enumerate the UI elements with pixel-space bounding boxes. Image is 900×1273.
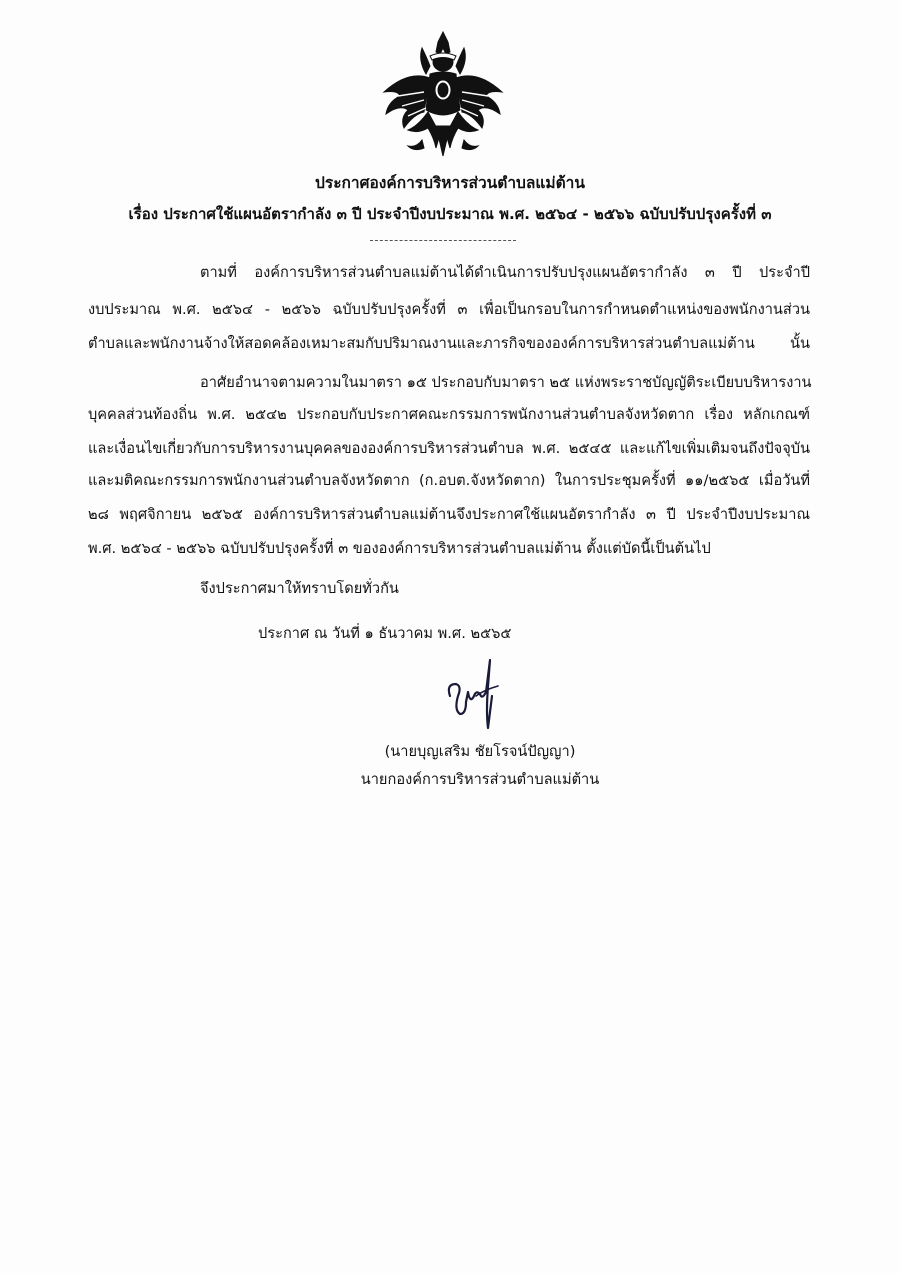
paragraph-2-line-1: อาศัยอำนาจตามความในมาตรา ๑๕ ประกอบกับมาตรา ๒๕ แห่งพระราชบัญญัติระเบียบบริหารงาน <box>200 374 812 391</box>
announcement-date: ประกาศ ณ วันที่ ๑ ธันวาคม พ.ศ. ๒๕๖๕ <box>258 625 512 642</box>
announcement-subject: เรื่อง ประกาศใช้แผนอัตรากำลัง ๓ ปี ประจำปีงบประมาณ พ.ศ. ๒๕๖๔ - ๒๕๖๖ ฉบับปรับปรุงครั้งที่ ๓ <box>128 205 772 223</box>
signatory-position: นายกองค์การบริหารส่วนตำบลแม่ต้าน <box>360 771 600 788</box>
paragraph-2-line-2: บุคคลส่วนท้องถิ่น พ.ศ. ๒๕๔๒ ประกอบกับประกาศคณะกรรมการพนักงานส่วนตำบลจังหวัดตาก เรื่อง หลักเกณฑ์ <box>88 406 810 423</box>
paragraph-2-line-6: พ.ศ. ๒๕๖๔ - ๒๕๖๖ ฉบับปรับปรุงครั้งที่ ๓ ขององค์การบริหารส่วนตำบลแม่ต้าน ตั้งแต่บัดนี้เป็นต้นไป <box>88 540 711 557</box>
paragraph-2-line-3: และเงื่อนไขเกี่ยวกับการบริหารงานบุคคลขององค์การบริหารส่วนตำบล พ.ศ. ๒๕๔๕ และแก้ไขเพิ่มเติมจนถึงปัจจุบัน <box>88 440 810 457</box>
paragraph-2-line-5: ๒๘ พฤศจิกายน ๒๕๖๕ องค์การบริหารส่วนตำบลแม่ต้านจึงประกาศใช้แผนอัตรากำลัง ๓ ปี ประจำปีงบประมาณ <box>88 506 810 523</box>
announcement-title: ประกาศองค์การบริหารส่วนตำบลแม่ต้าน <box>315 174 585 192</box>
handwritten-signature-icon <box>436 656 516 736</box>
paragraph-1-line-3: ตำบลและพนักงานจ้างให้สอดคล้องเหมาะสมกับปริมาณงานและภารกิจขององค์การบริหารส่วนตำบลแม่ต้าน นั้น <box>88 335 810 352</box>
garuda-emblem-icon <box>378 30 508 160</box>
paragraph-2-line-4: และมติคณะกรรมการพนักงานส่วนตำบลจังหวัดตาก (ก.อบต.จังหวัดตาก) ในการประชุมครั้งที่ ๑๑/๒๕๖๕ เมื่อวันที่ <box>88 472 810 489</box>
paragraph-1-line-2: งบประมาณ พ.ศ. ๒๕๖๔ - ๒๕๖๖ ฉบับปรับปรุงครั้งที่ ๓ เพื่อเป็นกรอบในการกำหนดตำแหน่งของพนักงานส่วน <box>88 301 810 318</box>
title-divider <box>370 240 516 241</box>
signatory-name: (นายบุญเสริม ชัยโรจน์ปัญญา) <box>384 743 576 760</box>
paragraph-1-line-1: ตามที่ องค์การบริหารส่วนตำบลแม่ต้านได้ดำเนินการปรับปรุงแผนอัตรากำลัง ๓ ปี ประจำปี <box>200 264 810 281</box>
closing-statement: จึงประกาศมาให้ทราบโดยทั่วกัน <box>200 580 399 597</box>
